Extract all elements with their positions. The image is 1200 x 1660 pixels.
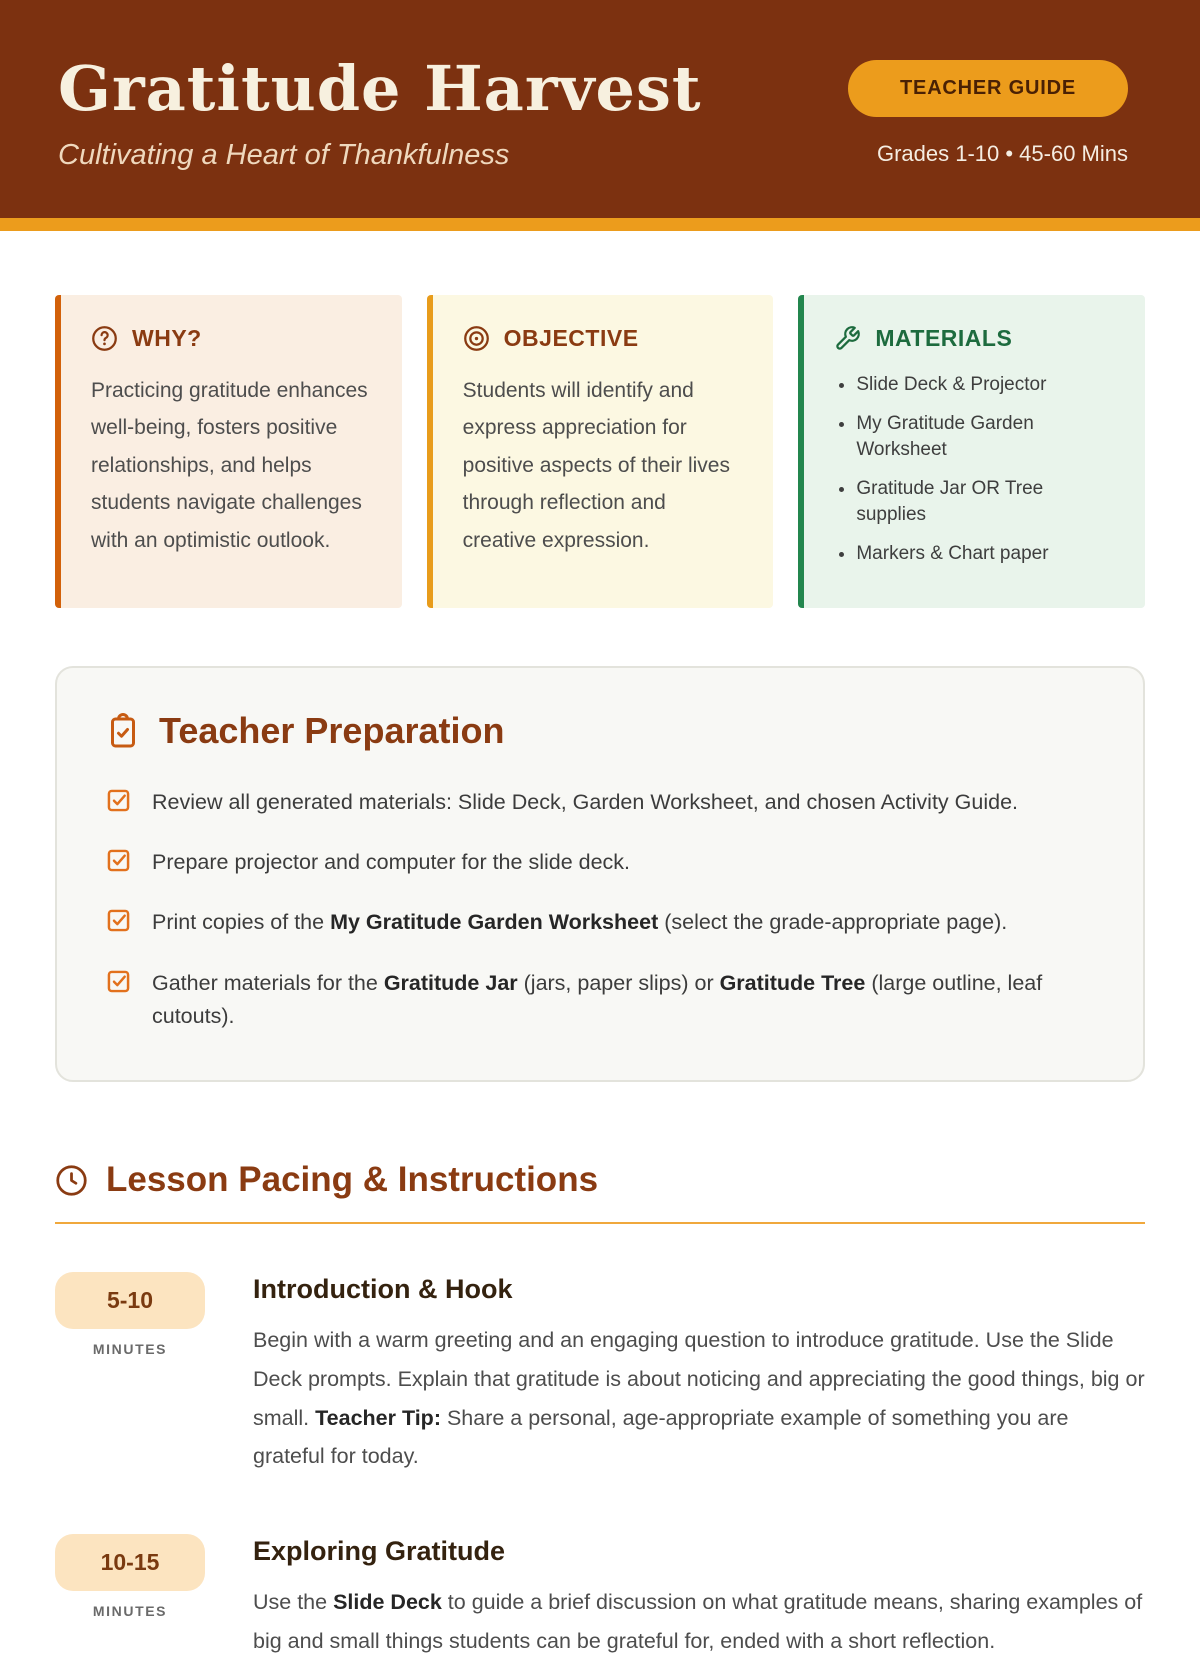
time-badge: 5-10 (55, 1272, 205, 1329)
step-text: Begin with a warm greeting and an engaging question to introduce gratitude. Use the Slide Deck prompts. Explain that gratitude is about noticing and appreciating the good things, big or small. Teacher Tip: Share a personal, age-appropriate example of something you are grateful for today. (253, 1328, 1145, 1469)
materials-item: • My Gratitude Garden Worksheet (856, 411, 1115, 464)
prep-check-text: Print copies of the My Gratitude Garden Worksheet (select the grade-appropriate page). (152, 910, 1008, 935)
time-badge: 10-15 (55, 1534, 205, 1591)
materials-card (798, 295, 1145, 608)
objective-card-header (463, 325, 744, 352)
materials-list (834, 372, 1115, 568)
time-unit-label: MINUTES (92, 1602, 168, 1619)
accent-bar (0, 218, 1200, 231)
check-square-icon (105, 787, 132, 814)
lesson-step (55, 1534, 1145, 1660)
prep-check-text: Review all generated materials: Slide Deck, Garden Worksheet, and chosen Activity Guide. (152, 789, 1019, 814)
step-text: Use the Slide Deck to guide a brief discussion on what gratitude means, sharing examples of big and small things students can be grateful for, ended with a short reflection. (253, 1589, 1143, 1653)
prep-check-item (105, 967, 1095, 1034)
objective-card (427, 295, 774, 608)
prep-check-item (105, 846, 1095, 879)
time-unit-label: MINUTES (92, 1341, 168, 1358)
objective-card-title: OBJECTIVE (503, 325, 639, 351)
why-card-title: WHY? (132, 325, 202, 351)
prep-check-item (105, 906, 1095, 939)
materials-item: • Markers & Chart paper (856, 541, 1115, 568)
target-icon (463, 325, 490, 352)
teacher-preparation-header (105, 710, 1095, 752)
materials-card-title: MATERIALS (875, 325, 1013, 351)
why-card (55, 295, 402, 608)
clock-icon (55, 1164, 88, 1197)
prep-check-text: Prepare projector and computer for the slide deck. (152, 849, 631, 874)
materials-item: • Slide Deck & Projector (856, 372, 1115, 399)
why-card-text: Practicing gratitude enhances well-being, fosters positive relationships, and helps students navigate challenges with an optimistic outlook. (91, 379, 368, 552)
check-square-icon (105, 907, 132, 934)
lesson-pacing-title: Lesson Pacing & Instructions (106, 1160, 599, 1200)
materials-card-header (834, 325, 1115, 352)
page-title: Gratitude Harvest (58, 52, 702, 125)
question-icon (91, 325, 118, 352)
materials-item: • Gratitude Jar OR Tree supplies (856, 476, 1115, 529)
step-time-column (55, 1272, 205, 1476)
step-body (253, 1534, 1145, 1660)
clipboard-check-icon (105, 713, 141, 749)
teacher-guide-badge: TEACHER GUIDE (848, 60, 1128, 117)
page-subtitle: Cultivating a Heart of Thankfulness (58, 139, 510, 171)
info-cards (55, 295, 1145, 608)
step-title: Introduction & Hook (253, 1274, 513, 1305)
step-time-column (55, 1534, 205, 1660)
teacher-preparation-title: Teacher Preparation (159, 709, 505, 751)
why-card-header (91, 325, 372, 352)
prep-check-text: Gather materials for the Gratitude Jar (jars, paper slips) or Gratitude Tree (large outline, leaf cutouts). (152, 970, 1043, 1028)
grades-duration-meta: Grades 1-10 • 45-60 Mins (876, 141, 1128, 166)
prep-check-item (105, 786, 1095, 819)
check-square-icon (105, 968, 132, 995)
lesson-pacing-header (55, 1160, 1145, 1224)
step-title: Exploring Gratitude (253, 1535, 506, 1566)
header (0, 0, 1200, 218)
check-square-icon (105, 847, 132, 874)
lesson-step (55, 1272, 1145, 1476)
wrench-icon (834, 325, 861, 352)
step-body (253, 1272, 1145, 1476)
objective-card-text: Students will identify and express appreciation for positive aspects of their lives through reflection and creative expression. (462, 379, 730, 552)
teacher-preparation-section (55, 666, 1145, 1083)
header-right (848, 60, 1128, 167)
